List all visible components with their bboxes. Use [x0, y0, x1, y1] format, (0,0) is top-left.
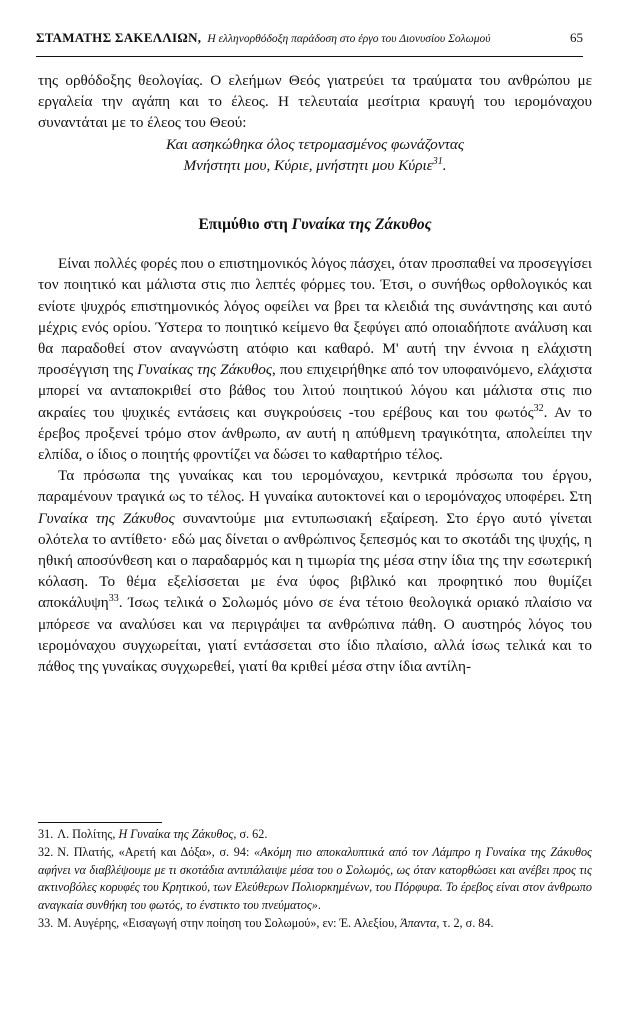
section-heading [38, 214, 592, 235]
footnote-33-italic: Άπαντα [400, 915, 437, 930]
intro-text: της ορθόδοξης θεολογίας. Ο ελεήμων Θεός γιατρεύει τα τραύματα του ανθρώπου με εργαλεία την αγάπη και το έλεος. Η τελευταία μεσίτρια κραυγή του ιερομόναχου συναντάται με το έλεος του Θεού: [38, 72, 592, 132]
quote-line-2-text: Μνήστητι μου, Κύριε, μνήστητι μου Κύριε [183, 156, 433, 174]
p2-part1: Τα πρόσωπα της γυναίκας και του ιερομόναχου, κεντρικά πρόσωπα του έργου, παραμένουν τραγικά ως το τέλος. Η γυναίκα αυτοκτονεί και ο ιερομόναχος υποφέρει. Στη [38, 467, 592, 506]
p1-part3: . Αν το έρεβος προξενεί τρόμο στον άνθρωπο, αν αυτή η απύθμενη τραγικότητα, απολείπει την ελπίδα, ο ίδιος ο ποιητής φροντίζει να δώσει το καθαρτήριο τέλος. [38, 403, 592, 464]
section-heading-italic: Γυναίκα της Ζάκυθος [291, 216, 432, 234]
header-author: ΣΤΑΜΑΤΗΣ ΣΑΚΕΛΛΙΩΝ, [36, 30, 202, 45]
paragraph-2 [38, 465, 592, 677]
p2-part2: συναντούμε μια εντυπωσιακή εξαίρεση. Στο έργο αυτό γίνεται ολότελα το αντίθετο· εδώ μας δίνεται ο ανθρώπινος ξεπεσμός και το σκοτάδι της ψυχής, η ηθική αποσύνθεση και ο παραδαρμός και η τιμωρία της μέσα στην ίδια της την εσωτερική κόλαση. Το θέμα εξελίσσεται με ένα ύφος βιβλικό και προφητικό που θυμίζει αποκάλυψη [38, 509, 592, 612]
quote-line-1: Και ασηκώθηκα όλος τετρομασμένος φωνάζοντας [165, 135, 465, 153]
footnote-33-text2: , τ. 2, σ. 84. [436, 915, 494, 930]
footnote-32-text2: . [317, 898, 321, 913]
main-text [38, 70, 592, 677]
footnote-31-number: 31. [38, 827, 54, 841]
p2-italic: Γυναίκα της Ζάκυθος [38, 509, 175, 527]
footnote-33 [38, 915, 592, 933]
p1-part2: , που επιχειρήθηκε από τον υποφαινόμενο, ελάχιστα μπορεί να ανταποκριθεί στο βάθος του λιτού ποιητικού λόγου και μάλιστα στις πιο ακραίες του ψυχικές εντάσεις και συγκρούσεις -του ερέβους και του φωτός [38, 361, 593, 421]
footnote-32-text1: Ν. Πλατής, «Αρετή και Δόξα», σ. 94: [57, 844, 254, 859]
quote-end: . [442, 156, 447, 174]
footnote-32-number: 32. [38, 844, 54, 859]
footnote-31 [38, 826, 592, 844]
footnote-31-italic: Η Γυναίκα της Ζάκυθος [118, 827, 234, 841]
section-heading-prefix: Επιμύθιο στη [198, 216, 292, 234]
footnote-ref-31: 31 [432, 155, 443, 167]
footnote-32-italic: «Ακόμη πιο αποκαλυπτικά από τον Λάμπρο η Γυναίκα της Ζάκυθος αφήνει να διαβλέψουμε με τι σκοτάδια αντιπάλαιψε μέσα του ο Σολωμός, ως όταν κατορθώσει και ανέβει προς τις ακτινοβόλες κορυφές του Κρητικού, των Ελεύθερων Πολιορκημένων, του Πόρφυρα. Το έρεβος είναι στον άνθρωπο αναγκαία συνθήκη του φωτός, το ένστικτο του πνεύματος» [38, 844, 592, 913]
footnotes [38, 826, 592, 933]
intro-paragraph [38, 70, 592, 134]
footnote-32 [38, 844, 592, 915]
footnote-33-number: 33. [38, 915, 54, 930]
header-book-title: Η ελληνορθόδοξη παράδοση στο έργο του Διονυσίου Σολωμού [207, 33, 491, 45]
p1-part1: Είναι πολλές φορές που ο επιστημονικός λόγος πάσχει, όταν προσπαθεί να προσεγγίσει τον ποιητικό και μάλιστα στις πιο λεπτές φόρμες του. Έτσι, ο συνήθως ορθολογικός και ενίοτε ψυχρός επιστημονικός λόγος οφείλει να βρει τα κλειδιά της συνάντησης και αυτό μέχρις ενός ορίου. Ύστερα το ποιητικό κείμενο θα ξεφύγει από οποιαδήποτε ανάλυση και θα παραδοθεί στον αναγνώστη ατόφιο και καθαρό. Μ' αυτή την έννοια η ελάχιστη προσέγγιση της [38, 255, 592, 379]
footnote-31-text2: , σ. 62. [233, 827, 268, 841]
header-rule [36, 56, 583, 57]
footnote-31-text1: Λ. Πολίτης, [57, 827, 119, 841]
p2-part3: . Ίσως τελικά ο Σολωμός μόνο σε ένα τέτοιο θεολογικά οριακό πλαίσιο να μπόρεσε να αναλύσει και να περιγράψει τα ανθρώπινα πάθη. Ο αυστηρός λόγος του ιερομόναχου συγχωρείται, γιατί εντάσσεται στο ίδιο πλαίσιο, αλλά ίσως τελικά και το πάθος της γυναίκας συγχωρεθεί, γιατί θα κριθεί μέσα στην ίδια αντίλη- [38, 594, 592, 676]
footnote-rule [38, 822, 162, 823]
footnote-ref-32: 32 [533, 402, 544, 414]
footnote-33-text1: Μ. Αυγέρης, «Εισαγωγή στην ποίηση του Σολωμού», εν: Έ. Αλεξίου, [57, 915, 401, 930]
paragraph-1 [38, 253, 592, 465]
footnote-ref-33: 33 [108, 593, 119, 605]
page-number: 65 [570, 30, 583, 45]
p1-italic: Γυναίκας της Ζάκυθος [137, 361, 273, 379]
quote-line-2 [38, 155, 592, 176]
running-header [36, 30, 583, 50]
